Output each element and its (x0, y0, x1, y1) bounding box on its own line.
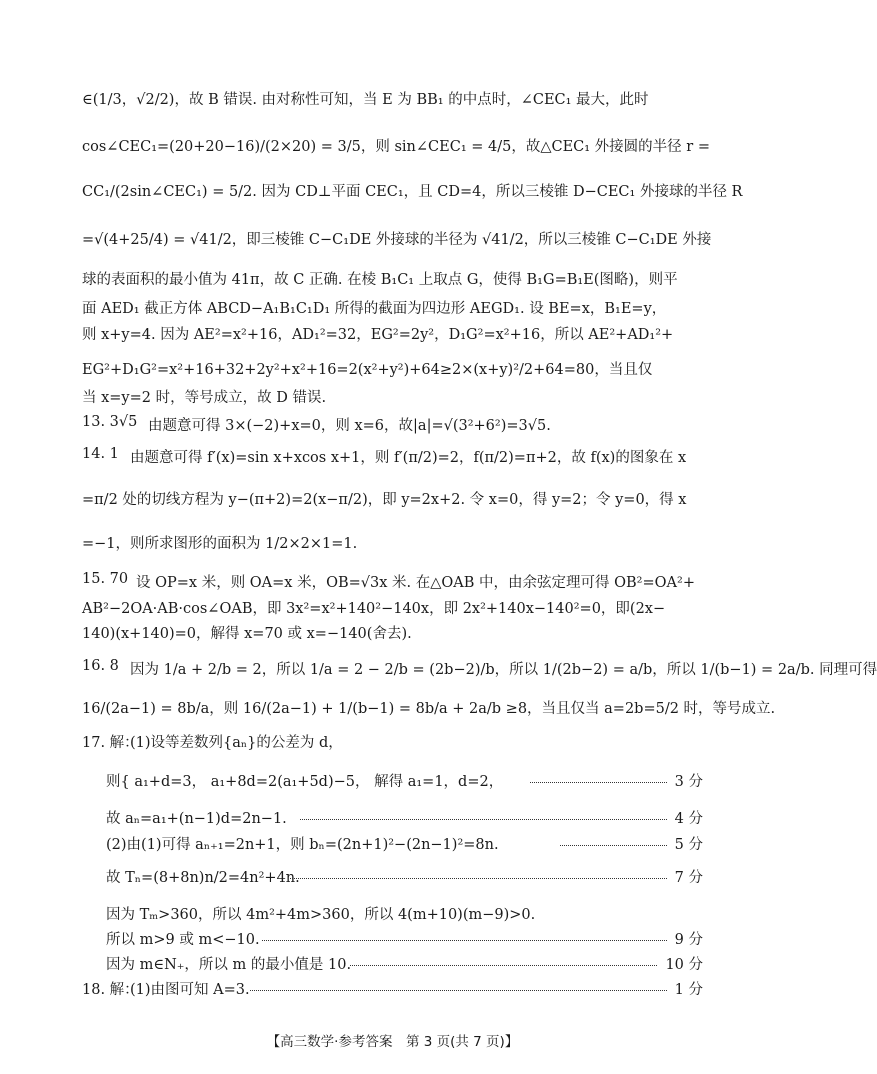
q17-score-7: 9 分 (671, 928, 703, 949)
p12-line-3: CC₁/(2sin∠CEC₁) = 5/2. 因为 CD⊥平面 CEC₁，且 CD=4，所以三棱锥 D−CEC₁ 外接球的半径 R (82, 184, 743, 200)
q18-score: 1 分 (671, 978, 703, 999)
leader-dots (530, 770, 667, 783)
leader-dots (250, 978, 667, 991)
q17-row-6: 因为 Tₘ>360，所以 4m²+4m>360，所以 4(m+10)(m−9)>0. (106, 907, 536, 923)
q17-score-5: 7 分 (671, 866, 703, 887)
q14-text-3: =−1，则所求图形的面积为 1/2×2×1=1. (82, 536, 358, 552)
q18-number: 18. 解： (82, 982, 139, 998)
p12-line-1: ∈(1/3，√2/2)，故 B 错误. 由对称性可知，当 E 为 BB₁ 的中点时，∠CEC₁ 最大，此时 (82, 92, 649, 108)
q17-row-3: 故 aₙ=a₁+(n−1)d=2n−1. (106, 811, 287, 827)
p12-line-8: EG²+D₁G²=x²+16+32+2y²+x²+16=2(x²+y²)+64≥2×(x+y)²/2+64=80，当且仅 (82, 362, 653, 378)
q13-number: 13. 3√5 (82, 414, 138, 430)
leader-dots (350, 953, 657, 966)
q17-score-3: 4 分 (671, 807, 703, 828)
q17-row-1: (1)设等差数列{aₙ}的公差为 d， (130, 735, 343, 751)
q17-score-8: 10 分 (661, 953, 703, 974)
q17-row-4: (2)由(1)可得 aₙ₊₁=2n+1，则 bₙ=(2n+1)²−(2n−1)²=8n. (106, 837, 499, 853)
q16-text-1: 因为 1/a + 2/b = 2，所以 1/a = 2 − 2/b = (2b−2)/b，所以 1/(2b−2) = a/b，所以 1/(b−1) = 2a/b. 同理可得 (130, 662, 877, 678)
q16-number: 16. 8 (82, 658, 119, 674)
leader-dots (300, 807, 667, 820)
q14-number: 14. 1 (82, 446, 119, 462)
q17-row-5: 故 Tₙ=(8+8n)n/2=4n²+4n. (106, 870, 300, 886)
q15-text-1: 设 OP=x 米，则 OA=x 米，OB=√3x 米. 在△OAB 中，由余弦定理可得 OB²=OA²+ (136, 575, 695, 591)
p12-line-7: 则 x+y=4. 因为 AE²=x²+16，AD₁²=32，EG²=2y²，D₁G²=x²+16，所以 AE²+AD₁²+ (82, 327, 674, 343)
q15-number: 15. 70 (82, 571, 129, 587)
page-footer: 【高三数学·参考答案 第 3 页(共 7 页)】 (266, 1034, 519, 1050)
p12-line-2: cos∠CEC₁=(20+20−16)/(2×20) = 3/5，则 sin∠CEC₁ = 4/5，故△CEC₁ 外接圆的半径 r = (82, 139, 710, 155)
q17-row-8: 因为 m∈N₊，所以 m 的最小值是 10. (106, 957, 352, 973)
q17-score-4: 5 分 (671, 833, 703, 854)
q17-row-7: 所以 m>9 或 m<−10. (106, 932, 260, 948)
p12-line-9: 当 x=y=2 时，等号成立，故 D 错误. (82, 390, 327, 406)
q15-text-3: 140)(x+140)=0，解得 x=70 或 x=−140(舍去). (82, 626, 412, 642)
q14-text-1: 由题意可得 f′(x)=sin x+xcos x+1，则 f′(π/2)=2，f(π/2)=π+2，故 f(x)的图象在 x (130, 450, 687, 466)
q14-text-2: =π/2 处的切线方程为 y−(π+2)=2(x−π/2)，即 y=2x+2. 令 x=0，得 y=2；令 y=0，得 x (82, 492, 687, 508)
q13-text: 由题意可得 3×(−2)+x=0，则 x=6，故|a|=√(3²+6²)=3√5. (148, 418, 551, 434)
leader-dots (290, 866, 667, 879)
leader-dots (560, 833, 667, 846)
leader-dots (262, 928, 667, 941)
p12-line-6: 面 AED₁ 截正方体 ABCD−A₁B₁C₁D₁ 所得的截面为四边形 AEGD₁. 设 BE=x，B₁E=y， (82, 301, 667, 317)
q16-text-2: 16/(2a−1) = 8b/a，则 16/(2a−1) + 1/(b−1) = 8b/a + 2a/b ≥8，当且仅当 a=2b=5/2 时，等号成立. (82, 701, 776, 717)
p12-line-5: 球的表面积的最小值为 41π，故 C 正确. 在棱 B₁C₁ 上取点 G，使得 B₁G=B₁E(图略)，则平 (82, 272, 678, 288)
q17-row-2: 则{ a₁+d=3， a₁+8d=2(a₁+5d)−5， 解得 a₁=1，d=2， (106, 774, 504, 790)
q15-text-2: AB²−2OA·AB·cos∠OAB，即 3x²=x²+140²−140x，即 2x²+140x−140²=0，即(2x− (82, 601, 666, 617)
q17-score-2: 3 分 (671, 770, 703, 791)
p12-line-4: =√(4+25/4) = √41/2，即三棱锥 C−C₁DE 外接球的半径为 √41/2，所以三棱锥 C−C₁DE 外接 (82, 232, 712, 248)
q17-number: 17. 解： (82, 735, 139, 751)
q18-text: (1)由图可知 A=3. (130, 982, 250, 998)
